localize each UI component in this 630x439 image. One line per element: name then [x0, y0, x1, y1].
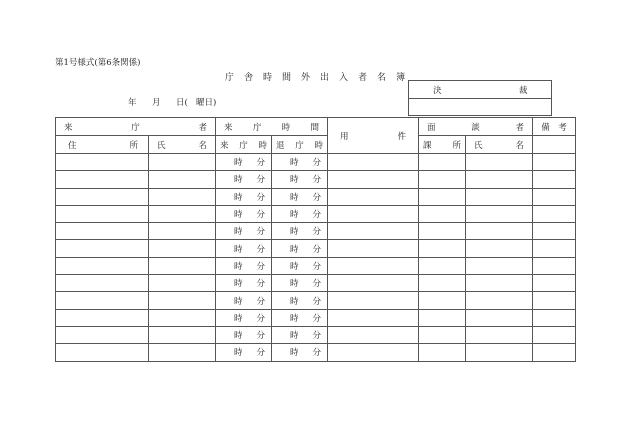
minute-label: 分 [312, 279, 321, 290]
departure-time-cell [272, 205, 328, 222]
interviewee-header [419, 118, 533, 136]
entry-cell [533, 223, 576, 240]
month-label: 月 [152, 98, 161, 108]
table-row [56, 205, 576, 222]
arrival-time-cell [216, 154, 272, 171]
entry-cell [533, 344, 576, 361]
purpose-header [328, 118, 419, 154]
name2-char: 名 [515, 140, 524, 151]
hour-label: 時 [234, 227, 243, 238]
year-label: 年 [128, 98, 137, 108]
minute-label: 分 [312, 244, 321, 255]
entry-cell [328, 240, 419, 257]
visitor-char: 来 [64, 122, 73, 133]
arrival-time-cell [216, 326, 272, 343]
hour-label: 時 [290, 158, 299, 169]
title-char: 外 [300, 73, 310, 83]
arrival-time-cell [216, 257, 272, 274]
minute-label: 分 [312, 313, 321, 324]
remarks-sub [533, 136, 576, 154]
header-row-2 [56, 136, 576, 154]
departure-char: 時 [314, 140, 323, 151]
minute-label: 分 [256, 192, 265, 203]
entry-cell [56, 205, 149, 222]
hour-label: 時 [290, 331, 299, 342]
address-char: 住 [68, 140, 77, 151]
entry-cell [419, 240, 466, 257]
time_group-char: 時 [281, 122, 291, 133]
arrival-char: 庁 [239, 140, 248, 151]
entry-cell [466, 188, 533, 205]
minute-label: 分 [256, 227, 265, 238]
arrival-time-cell [216, 292, 272, 309]
departure-time-cell [272, 240, 328, 257]
arrival-time-cell [216, 171, 272, 188]
entry-cell [419, 188, 466, 205]
departure-time-cell [272, 171, 328, 188]
visitor-char: 庁 [131, 122, 140, 133]
arrival-time-cell [216, 223, 272, 240]
table-row [56, 344, 576, 361]
hour-label: 時 [234, 313, 243, 324]
departure-time-cell [272, 292, 328, 309]
minute-label: 分 [256, 175, 265, 186]
entry-cell [533, 326, 576, 343]
table-row [56, 309, 576, 326]
title-char: 入 [339, 73, 349, 83]
table-row [56, 223, 576, 240]
minute-label: 分 [312, 210, 321, 221]
day-label: 日( [176, 98, 188, 108]
entry-cell [149, 292, 216, 309]
entry-cell [149, 326, 216, 343]
arrival-header [216, 136, 272, 154]
entry-cell [56, 309, 149, 326]
title-char: 時 [262, 73, 272, 83]
hour-label: 時 [234, 296, 243, 307]
entry-cell [149, 154, 216, 171]
hour-label: 時 [290, 244, 299, 255]
entry-cell [533, 292, 576, 309]
entry-cell [56, 257, 149, 274]
entry-cell [419, 171, 466, 188]
entry-cell [149, 205, 216, 222]
hour-label: 時 [290, 210, 299, 221]
table-row [56, 171, 576, 188]
name-char: 氏 [157, 140, 166, 151]
table-row [56, 188, 576, 205]
hour-label: 時 [234, 261, 243, 272]
departure-time-cell [272, 188, 328, 205]
hour-label: 時 [234, 175, 243, 186]
table-row [56, 240, 576, 257]
departure-time-cell [272, 223, 328, 240]
entry-cell [533, 171, 576, 188]
entry-cell [328, 257, 419, 274]
minute-label: 分 [312, 296, 321, 307]
hour-label: 時 [290, 227, 299, 238]
minute-label: 分 [312, 261, 321, 272]
departure-time-cell [272, 257, 328, 274]
header-row-1 [56, 118, 576, 136]
entry-cell [149, 257, 216, 274]
arrival-time-cell [216, 205, 272, 222]
minute-label: 分 [256, 313, 265, 324]
name-char: 名 [198, 140, 207, 151]
hour-label: 時 [234, 158, 243, 169]
entry-cell [56, 154, 149, 171]
address-char: 所 [129, 140, 138, 151]
minute-label: 分 [312, 227, 321, 238]
arrival-time-cell [216, 344, 272, 361]
departure-time-cell [272, 309, 328, 326]
entry-cell [419, 205, 466, 222]
entry-cell [419, 275, 466, 292]
purpose-char: 用 [340, 131, 349, 142]
weekday-label: 曜日) [196, 98, 217, 108]
minute-label: 分 [256, 296, 265, 307]
entry-cell [328, 344, 419, 361]
approval-char-1: 決 [433, 86, 442, 96]
entry-cell [149, 309, 216, 326]
arrival-char: 時 [258, 140, 267, 151]
entry-cell [328, 292, 419, 309]
visitor-header [56, 118, 216, 136]
arrival-time-cell [216, 275, 272, 292]
entry-cell [328, 309, 419, 326]
entry-cell [466, 205, 533, 222]
table-row [56, 292, 576, 309]
minute-label: 分 [256, 348, 265, 359]
hour-label: 時 [234, 279, 243, 290]
table-row [56, 257, 576, 274]
hour-label: 時 [290, 348, 299, 359]
departure-char: 退 [276, 140, 285, 151]
departure-header [272, 136, 328, 154]
entry-cell [466, 240, 533, 257]
entry-cell [466, 326, 533, 343]
entry-cell [56, 326, 149, 343]
hour-label: 時 [290, 175, 299, 186]
entry-cell [533, 240, 576, 257]
minute-label: 分 [312, 348, 321, 359]
entry-cell [419, 344, 466, 361]
title-char: 者 [358, 73, 368, 83]
entry-cell [56, 344, 149, 361]
entry-cell [533, 188, 576, 205]
entry-cell [328, 223, 419, 240]
entry-cell [149, 240, 216, 257]
address-header [56, 136, 149, 154]
hour-label: 時 [290, 279, 299, 290]
entry-cell [149, 188, 216, 205]
section-char: 課 [423, 140, 432, 151]
hour-label: 時 [290, 261, 299, 272]
departure-char: 庁 [295, 140, 304, 151]
entry-cell [419, 154, 466, 171]
entry-cell [56, 240, 149, 257]
title-char: 間 [281, 73, 291, 83]
title-char: 舎 [243, 73, 253, 83]
minute-label: 分 [256, 210, 265, 221]
time-header [216, 118, 328, 136]
entry-cell [56, 275, 149, 292]
time_group-char: 間 [310, 122, 319, 133]
entry-cell [149, 223, 216, 240]
minute-label: 分 [312, 192, 321, 203]
entry-cell [56, 292, 149, 309]
entry-cell [419, 223, 466, 240]
section-header [419, 136, 466, 154]
hour-label: 時 [234, 210, 243, 221]
entry-cell [466, 344, 533, 361]
interviewee-char: 者 [515, 122, 524, 133]
entry-cell [328, 205, 419, 222]
minute-label: 分 [312, 158, 321, 169]
entry-cell [56, 188, 149, 205]
interviewee-char: 面 [427, 122, 436, 133]
entry-cell [533, 275, 576, 292]
minute-label: 分 [256, 279, 265, 290]
entry-cell [466, 275, 533, 292]
minute-label: 分 [256, 244, 265, 255]
purpose-char: 件 [397, 131, 406, 142]
entry-cell [56, 223, 149, 240]
title-char: 名 [377, 73, 387, 83]
entry-cell [328, 171, 419, 188]
approval-char-2: 裁 [519, 86, 528, 96]
entry-cell [533, 205, 576, 222]
entry-cell [466, 223, 533, 240]
remarks-header: 備 考 [533, 118, 576, 136]
departure-time-cell [272, 344, 328, 361]
entry-cell [466, 292, 533, 309]
name2-char: 氏 [474, 140, 483, 151]
entry-cell [533, 309, 576, 326]
arrival-char: 来 [220, 140, 229, 151]
title-char: 簿 [396, 73, 406, 83]
visitor-register-table [55, 117, 576, 362]
entry-cell [149, 344, 216, 361]
hour-label: 時 [234, 244, 243, 255]
section-char: 所 [452, 140, 461, 151]
departure-time-cell [272, 154, 328, 171]
hour-label: 時 [234, 348, 243, 359]
departure-time-cell [272, 275, 328, 292]
entry-cell [149, 171, 216, 188]
name-header [149, 136, 216, 154]
entry-cell [419, 309, 466, 326]
name2-header [466, 136, 533, 154]
entry-cell [466, 257, 533, 274]
arrival-time-cell [216, 188, 272, 205]
minute-label: 分 [312, 331, 321, 342]
table-row [56, 326, 576, 343]
entry-cell [533, 154, 576, 171]
visitor-char: 者 [198, 122, 207, 133]
approval-box [408, 80, 552, 116]
entry-cell [466, 154, 533, 171]
table-row [56, 275, 576, 292]
time_group-char: 庁 [252, 122, 262, 133]
entry-cell [466, 309, 533, 326]
minute-label: 分 [256, 158, 265, 169]
title-char: 庁 [224, 73, 234, 83]
table-row [56, 154, 576, 171]
departure-time-cell [272, 326, 328, 343]
entry-cell [419, 292, 466, 309]
entry-cell [466, 171, 533, 188]
minute-label: 分 [256, 261, 265, 272]
arrival-time-cell [216, 240, 272, 257]
form-label: 第1号様式(第6条関係) [55, 58, 141, 68]
entry-cell [419, 326, 466, 343]
entry-cell [328, 326, 419, 343]
title-char: 出 [320, 73, 330, 83]
hour-label: 時 [234, 192, 243, 203]
entry-cell [328, 154, 419, 171]
minute-label: 分 [256, 331, 265, 342]
hour-label: 時 [290, 313, 299, 324]
entry-cell [328, 188, 419, 205]
hour-label: 時 [234, 331, 243, 342]
entry-cell [149, 275, 216, 292]
time_group-char: 来 [224, 122, 233, 133]
approval-header [409, 81, 551, 99]
hour-label: 時 [290, 296, 299, 307]
interviewee-char: 談 [471, 122, 480, 133]
entry-cell [328, 275, 419, 292]
minute-label: 分 [312, 175, 321, 186]
arrival-time-cell [216, 309, 272, 326]
hour-label: 時 [290, 192, 299, 203]
entry-cell [419, 257, 466, 274]
entry-cell [533, 257, 576, 274]
entry-cell [56, 171, 149, 188]
